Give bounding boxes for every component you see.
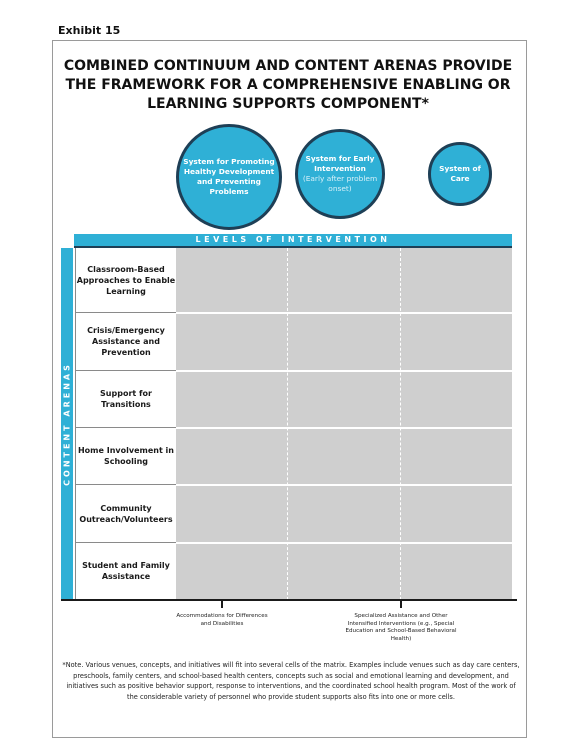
axis-tick: [400, 600, 402, 608]
system-subtitle: (Early after problem onset): [302, 174, 378, 193]
page-title: COMBINED CONTINUUM AND CONTENT ARENAS PROVIDE THE FRAMEWORK FOR A COMPREHENSIVE ENABLING OR LEARNING SUPPORTS COMPONENT*: [63, 58, 513, 112]
system-title: System of Care: [439, 164, 481, 183]
matrix-grid: [176, 248, 512, 600]
footnote: *Note. Various venues, concepts, and initiatives will fit into several cells of the matrix. Examples include venues such as day care centers, preschools, family centers, and school-based health centers, concepts such as social and emotional learning and development, and initiatives such as positive behavior support, response to interventions, and the coordinated school health program. Most of the work of the considerable variety of personnel who provide student supports also fits into one or more cells.: [62, 661, 520, 701]
axis-label-accommodations: Accommodations for Differences and Disabilities: [176, 613, 268, 627]
axis-label-specialized-assistance: Specialized Assistance and Other Intensified Interventions (e.g., Special Education and School-Based Behavioral Health): [345, 613, 457, 642]
exhibit-label: Exhibit 15: [58, 24, 121, 37]
levels-of-intervention-header: LEVELS OF INTERVENTION: [74, 234, 512, 246]
grid-row-line: [176, 370, 512, 372]
axis-tick: [221, 600, 223, 608]
content-arena-label: Support for Transitions: [76, 371, 176, 427]
grid-divider-dashed: [400, 248, 401, 600]
system-circle-prevention: [176, 124, 282, 230]
system-circle-early-intervention: [295, 129, 385, 219]
grid-divider-dashed: [287, 248, 288, 600]
system-title: System for Promoting Healthy Development and Preventing Problems: [183, 157, 275, 196]
grid-row-line: [176, 542, 512, 544]
system-circle-care: [428, 142, 492, 206]
content-arenas-header: CONTENT ARENAS: [62, 362, 72, 486]
content-arena-label: Student and Family Assistance: [76, 543, 176, 599]
grid-row-line: [176, 312, 512, 314]
content-arena-label: Home Involvement in Schooling: [76, 428, 176, 484]
content-arena-label: Community Outreach/Volunteers: [76, 485, 176, 542]
system-title: System for Early Intervention: [305, 154, 375, 173]
bottom-axis-line: [61, 599, 517, 601]
content-arena-label: Crisis/Emergency Assistance and Prevention: [76, 313, 176, 370]
grid-row-line: [176, 427, 512, 429]
content-arena-label: Classroom-Based Approaches to Enable Learning: [76, 249, 176, 312]
grid-row-line: [176, 484, 512, 486]
